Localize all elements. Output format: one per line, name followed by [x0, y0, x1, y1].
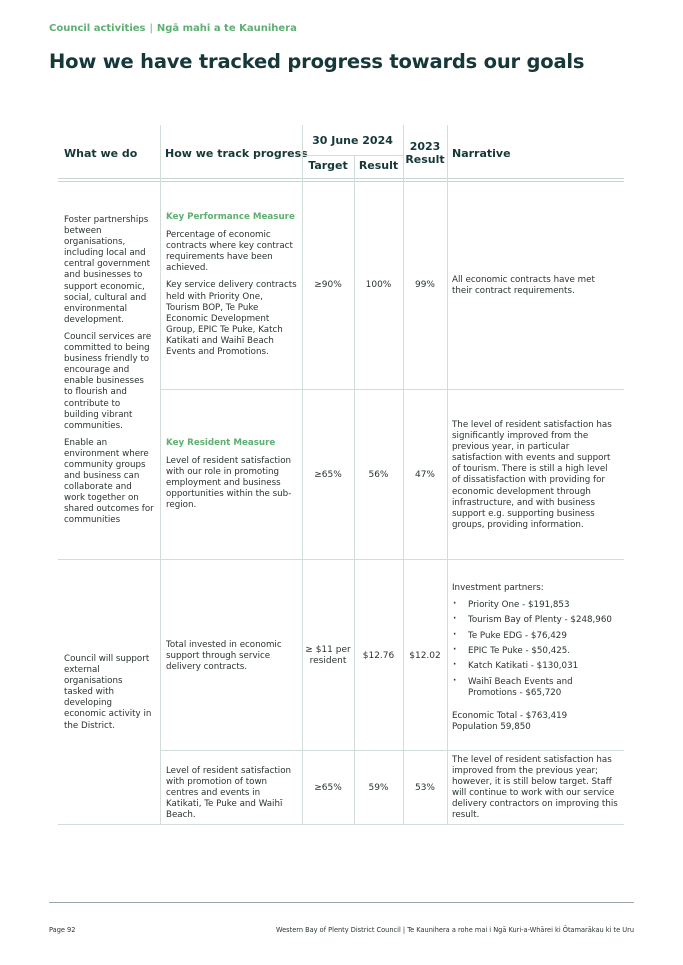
col-result: Result: [358, 159, 399, 172]
measure-description: Percentage of economic contracts where key contract requirements have been achieved.: [166, 230, 293, 274]
narrative-intro: Investment partners:: [452, 583, 544, 593]
header-rule: [58, 178, 624, 179]
list-item: · EPIC Te Puke - $50,425.: [452, 646, 620, 657]
measure-type-label: Key Resident Measure: [166, 438, 276, 448]
measure-description-extra: Key service delivery contracts held with Priority One, Tourism BOP, Te Puke Economic Development Group, EPIC Te Puke, Katch Katikati and Waihī Beach Events and Promotions.: [166, 280, 297, 358]
col-prev-year: 2023: [409, 140, 441, 153]
table-header: [58, 125, 624, 180]
list-item: · Te Puke EDG - $76,429: [452, 631, 620, 642]
target-value: ≥65%: [314, 783, 342, 793]
list-item: · Tourism Bay of Plenty - $248,960: [452, 615, 620, 626]
prev-result-value: $12.02: [409, 651, 441, 661]
list-item: · Waihī Beach Events and Promotions - $65,720: [452, 677, 573, 699]
prev-result-value: 53%: [414, 783, 435, 793]
measure-description: Level of resident satisfaction with promotion of town centres and events in Katikati, Te Puke and Waihī Beach.: [166, 766, 292, 821]
result-value: 59%: [368, 783, 389, 793]
list-item: · Priority One - $191,853: [452, 600, 620, 611]
how-we-track-cell: [166, 640, 298, 679]
row-divider: [160, 389, 624, 390]
what-we-do-cell: [64, 215, 154, 533]
what-we-do-text: Enable an environment where community groups and business can collaborate and work together on shared outcomes for communities: [64, 437, 154, 526]
narrative-cell: The level of resident satisfaction has significantly improved from the previous year, in particular satisfaction with events and support of tourism. There is still a high level of dissatisfaction with providing for economic development through infrastructure, and with business support e.g. supporting business groups, providing information.: [452, 420, 612, 530]
breadcrumb: [49, 23, 297, 34]
col-period: 30 June 2024: [312, 134, 393, 147]
narrative-cell: All economic contracts have met their contract requirements.: [452, 275, 595, 297]
footer-publication: Western Bay of Plenty District Council | Te Kaunihera a rohe mai i Ngā Kuri-a-Whārei ki Ōtamarākau ki te Uru: [275, 926, 634, 934]
measure-type-label: Key Performance Measure: [166, 212, 295, 222]
page-number: Page 92: [49, 926, 76, 934]
how-we-track-cell: [166, 212, 298, 364]
prev-result-value: 47%: [414, 470, 435, 480]
what-we-do-cell: [64, 654, 154, 738]
row-divider: [160, 750, 624, 751]
breadcrumb-section: Council activities: [49, 23, 146, 34]
page-title: How we have tracked progress towards our goals: [49, 50, 585, 73]
breadcrumb-section-maori: Ngā mahi a te Kaunihera: [156, 23, 297, 34]
result-value: 56%: [368, 470, 389, 480]
footer-rule: [49, 902, 634, 903]
col-divider: [447, 125, 448, 825]
narrative-cell: The level of resident satisfaction has improved from the previous year; however, it is still below target. Staff will continue to work with our service delivery contractors on improving this result.: [452, 755, 618, 821]
header-rule-2: [58, 181, 624, 182]
col-narrative: Narrative: [452, 147, 511, 160]
target-value: ≥65%: [314, 470, 342, 480]
investment-partners-list: [452, 600, 620, 699]
what-we-do-text: Council will support external organisations tasked with developing economic activity in the District.: [64, 654, 152, 731]
how-we-track-cell: [166, 766, 298, 827]
list-item: · Katch Katikati - $130,031: [452, 661, 620, 672]
narrative-cell: [452, 583, 620, 739]
header-subdivider: [302, 155, 403, 156]
col-prev-result: Result: [405, 153, 445, 166]
what-we-do-text: Council services are committed to being business friendly to encourage and enable businesses to flourish and contribute to building vibrant communities.: [64, 331, 152, 431]
measure-description: Level of resident satisfaction with our role in promoting employment and business opportunities within the sub-region.: [166, 456, 292, 511]
economic-total: Economic Total - $763,419: [452, 710, 568, 721]
col-how-we-track: How we track progress: [165, 147, 308, 160]
col-what-we-do: What we do: [64, 147, 138, 160]
target-value: ≥ $11 per resident: [305, 645, 351, 666]
prev-result-value: 99%: [414, 280, 435, 290]
result-value: 100%: [365, 280, 392, 290]
how-we-track-cell: [166, 438, 298, 518]
col-divider: [160, 125, 161, 825]
result-value: $12.76: [362, 651, 395, 661]
col-divider: [354, 155, 355, 825]
row-divider: [58, 559, 624, 560]
target-value: ≥90%: [314, 280, 342, 290]
population: Population 59,850: [452, 721, 531, 732]
breadcrumb-separator: |: [149, 23, 153, 34]
table-bottom-rule: [58, 824, 624, 825]
what-we-do-text: Foster partnerships between organisations, including local and central government and businesses to support economic, social, cultural and environmental development.: [64, 215, 151, 325]
col-target: Target: [308, 159, 348, 172]
measure-description: Total invested in economic support through service delivery contracts.: [166, 640, 282, 673]
